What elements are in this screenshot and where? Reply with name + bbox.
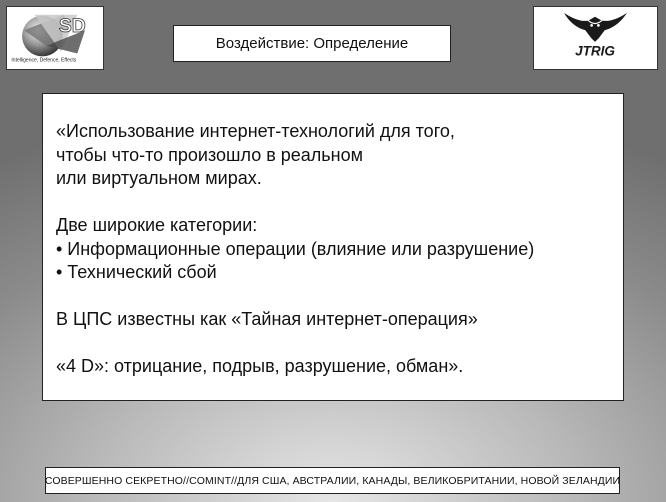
sd-logo-graphic xyxy=(7,7,103,69)
content-line: Две широкие категории: xyxy=(56,215,258,235)
content-line: В ЦПС известны как «Тайная интернет-операция» xyxy=(56,309,478,329)
jtrig-logo-graphic xyxy=(534,7,657,69)
sd-logo xyxy=(6,6,104,70)
content-line: «4 D»: отрицание, подрыв, разрушение, обман». xyxy=(56,356,464,376)
paragraph-gap xyxy=(56,191,623,215)
sd-logo-text: SD xyxy=(58,15,86,38)
content-line: «Использование интернет-технологий для того, xyxy=(56,121,455,141)
sd-logo-tagline: Intelligence, Defence, Effects xyxy=(11,57,77,64)
bullet-item: • Технический сбой xyxy=(56,262,217,282)
paragraph-gap xyxy=(56,285,623,309)
content-line: чтобы что-то произошло в реальном xyxy=(56,144,364,165)
slide-title: Воздействие: Определение xyxy=(173,25,451,62)
slide-content xyxy=(42,93,624,401)
bullet-item: • Информационные операции (влияние или разрушение) xyxy=(56,238,535,259)
classification-banner: СОВЕРШЕННО СЕКРЕТНО//COMINT//ДЛЯ США, АВСТРАЛИИ, КАНАДЫ, ВЕЛИКОБРИТАНИИ, НОВОЙ ЗЕЛАНДИИ xyxy=(45,467,620,494)
content-line: или виртуальном мирах. xyxy=(56,168,262,188)
jtrig-logo-text: JTRIG xyxy=(575,43,615,59)
paragraph-gap xyxy=(56,332,623,356)
jtrig-logo xyxy=(533,6,658,70)
